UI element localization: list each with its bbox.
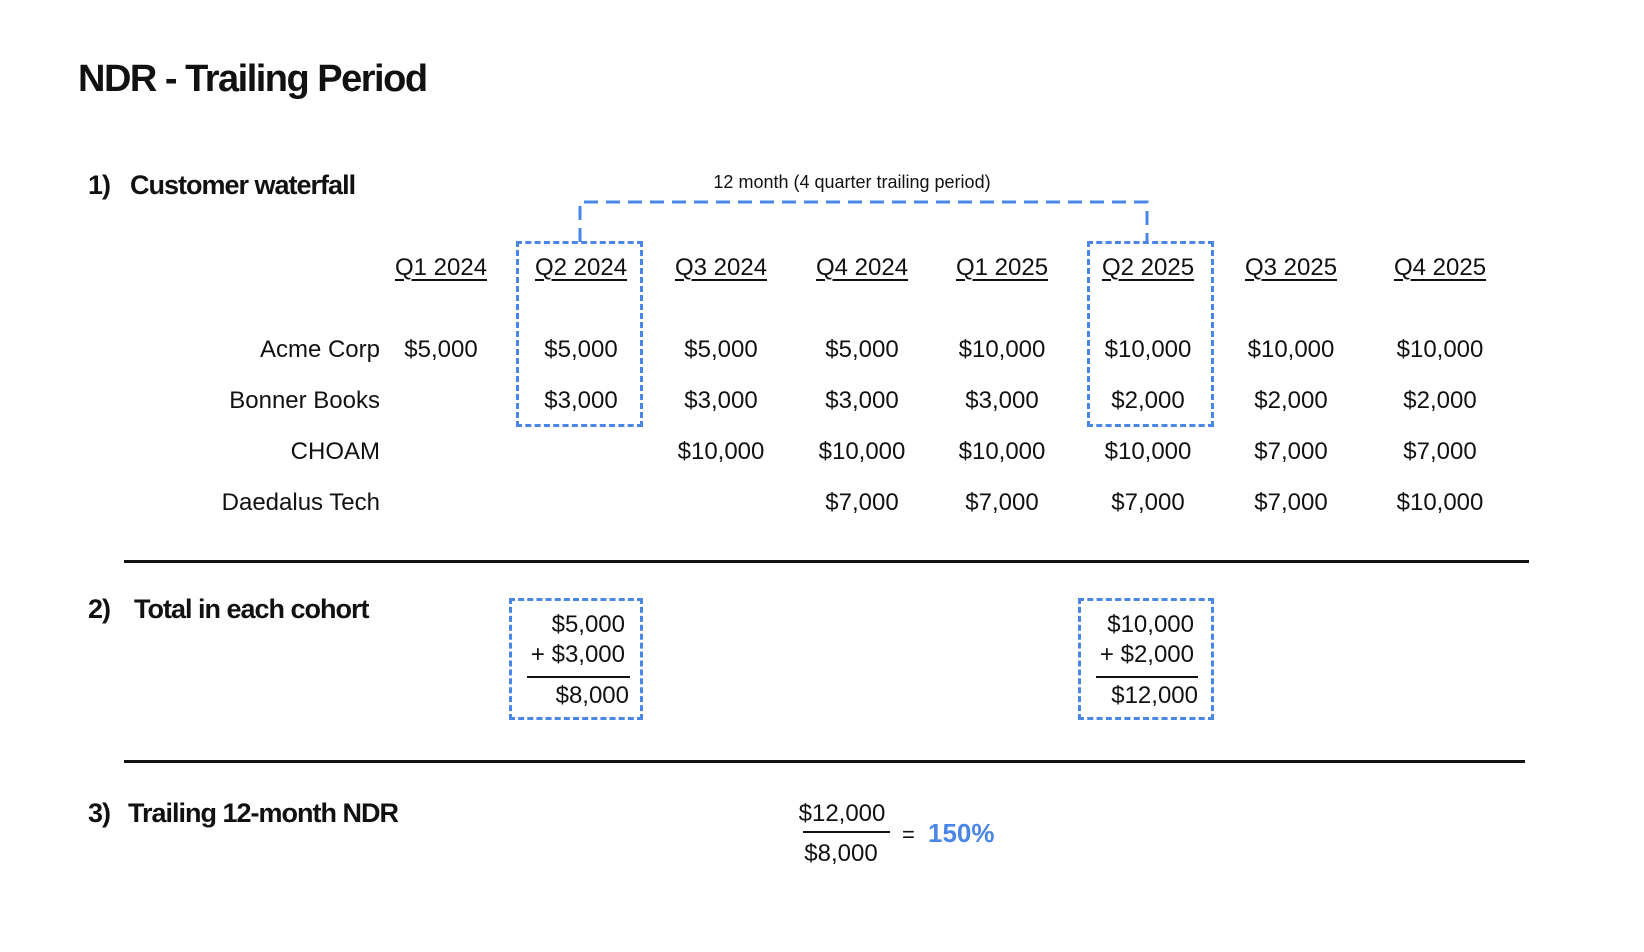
ndr-result: 150% (928, 818, 995, 848)
table-cell: $5,000 (684, 336, 758, 363)
section-divider (124, 760, 1525, 763)
table-cell: $3,000 (544, 387, 618, 414)
table-cell: $10,000 (1396, 489, 1484, 516)
table-cell: $7,000 (965, 489, 1039, 516)
section-cohort-heading (88, 594, 369, 625)
section-label: Customer waterfall (130, 170, 356, 200)
ndr-denominator: $8,000 (804, 840, 878, 867)
table-cell: $7,000 (1403, 438, 1477, 465)
table-cell: $10,000 (818, 438, 906, 465)
table-cell: $2,000 (1403, 387, 1477, 414)
quarter-header-q1-2025: Q1 2025 (955, 254, 1049, 281)
table-cell: $10,000 (677, 438, 765, 465)
section-label: Total in each cohort (134, 594, 369, 624)
section-divider (124, 560, 1529, 563)
table-cell: $10,000 (1396, 336, 1484, 363)
section-number: 1) (88, 170, 111, 200)
table-cell: $10,000 (958, 336, 1046, 363)
quarter-header-q2-2024: Q2 2024 (534, 254, 628, 281)
customer-name: Daedalus Tech (221, 489, 380, 516)
trailing-period-label: 12 month (4 quarter trailing period) (713, 172, 991, 192)
section-label: Trailing 12-month NDR (128, 798, 399, 828)
customer-name: Bonner Books (229, 387, 380, 414)
cohort-line-2: + $3,000 (530, 641, 625, 668)
table-cell: $5,000 (544, 336, 618, 363)
customer-name: CHOAM (290, 438, 380, 465)
section-number: 2) (88, 594, 111, 624)
quarter-header-q4-2025: Q4 2025 (1393, 254, 1487, 281)
table-cell: $7,000 (1111, 489, 1185, 516)
fraction-line (803, 831, 890, 833)
equals-sign: = (902, 822, 915, 847)
cohort-total: $12,000 (1111, 682, 1198, 709)
table-cell: $10,000 (1104, 438, 1192, 465)
table-cell: $2,000 (1111, 387, 1185, 414)
table-cell: $5,000 (825, 336, 899, 363)
table-cell: $3,000 (965, 387, 1039, 414)
cohort-total: $8,000 (555, 682, 629, 709)
table-cell: $5,000 (404, 336, 478, 363)
sum-line (527, 676, 630, 678)
table-cell: $7,000 (1254, 438, 1328, 465)
sum-line (1096, 676, 1198, 678)
customer-name: Acme Corp (259, 336, 380, 363)
quarter-header-q4-2024: Q4 2024 (815, 254, 909, 281)
section-number: 3) (88, 798, 111, 828)
cohort-line-2: + $2,000 (1099, 641, 1194, 668)
table-cell: $7,000 (1254, 489, 1328, 516)
table-cell: $10,000 (1104, 336, 1192, 363)
table-cell: $10,000 (1247, 336, 1335, 363)
quarter-header-q1-2024: Q1 2024 (394, 254, 488, 281)
table-cell: $3,000 (684, 387, 758, 414)
cohort-line-1: $5,000 (551, 611, 625, 638)
table-cell: $3,000 (825, 387, 899, 414)
table-cell: $10,000 (958, 438, 1046, 465)
quarter-header-q3-2025: Q3 2025 (1244, 254, 1338, 281)
ndr-numerator: $12,000 (798, 800, 886, 827)
section-ndr-heading (88, 798, 398, 829)
table-cell: $7,000 (825, 489, 899, 516)
quarter-header-q2-2025: Q2 2025 (1101, 254, 1195, 281)
page-title: NDR - Trailing Period (78, 58, 427, 100)
quarter-header-q3-2024: Q3 2024 (674, 254, 768, 281)
table-cell: $2,000 (1254, 387, 1328, 414)
cohort-line-1: $10,000 (1107, 611, 1194, 638)
